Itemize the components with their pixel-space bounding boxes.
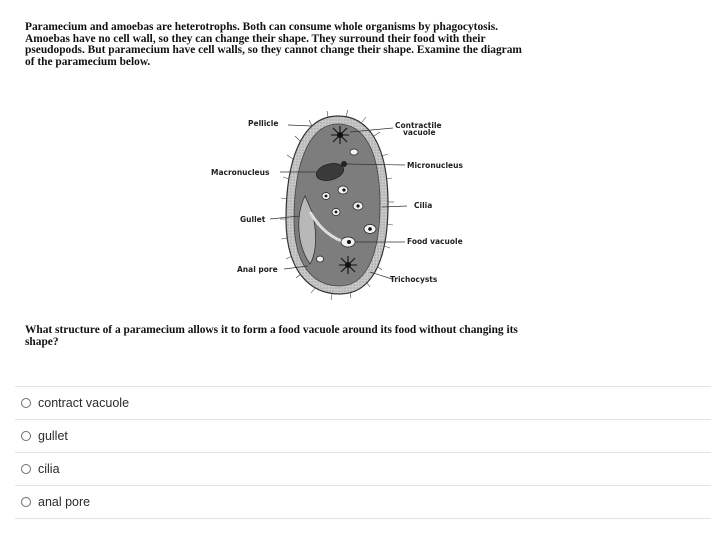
answer-choices xyxy=(15,386,711,519)
answer-option-gullet[interactable] xyxy=(15,420,711,453)
passage-line: Paramecium and amoebas are heterotrophs. Both can consume whole organisms by phagocytosis. xyxy=(25,21,499,33)
label-anal-pore: Anal pore xyxy=(237,265,278,274)
label-micronucleus: Micronucleus xyxy=(407,161,463,170)
answer-option-cilia[interactable] xyxy=(15,453,711,486)
label-gullet: Gullet xyxy=(240,215,266,224)
paramecium-illustration xyxy=(200,104,500,314)
passage-line: pseudopods. But paramecium have cell walls, so they cannot change their shape. Examine the diagram xyxy=(25,44,522,57)
answer-option-contract-vacuole[interactable] xyxy=(15,387,711,420)
radio-button[interactable] xyxy=(21,497,31,507)
label-cilia: Cilia xyxy=(414,201,433,210)
question-passage xyxy=(25,22,675,68)
answer-label: gullet xyxy=(38,429,68,443)
contractile-vacuole-top xyxy=(331,126,349,144)
label-pellicle: Pellicle xyxy=(248,119,279,128)
question-line: shape? xyxy=(25,335,59,348)
label-macronucleus: Macronucleus xyxy=(211,168,270,177)
paramecium-diagram xyxy=(200,104,500,314)
answer-label: contract vacuole xyxy=(38,396,130,410)
contractile-vacuole-bottom xyxy=(339,256,357,274)
question-line: What structure of a paramecium allows it to form a food vacuole around its food without changing its xyxy=(25,324,518,336)
label-trichocysts: Trichocysts xyxy=(390,275,438,284)
question-prompt xyxy=(25,325,685,348)
passage-line: Amoebas have no cell wall, so they can change their shape. They surround their food with their xyxy=(25,32,486,45)
answer-option-anal-pore[interactable] xyxy=(15,486,711,519)
answer-label: anal pore xyxy=(38,495,91,509)
label-contractile: Contractile xyxy=(395,121,442,130)
radio-button[interactable] xyxy=(21,398,31,408)
passage-line: of the paramecium below. xyxy=(25,55,151,68)
label-food-vacuole: Food vacuole xyxy=(407,237,463,246)
radio-button[interactable] xyxy=(21,431,31,441)
label-vacuole: vacuole xyxy=(403,128,436,137)
micronucleus-shape xyxy=(341,161,347,167)
radio-button[interactable] xyxy=(21,464,31,474)
answer-label: cilia xyxy=(38,462,60,476)
